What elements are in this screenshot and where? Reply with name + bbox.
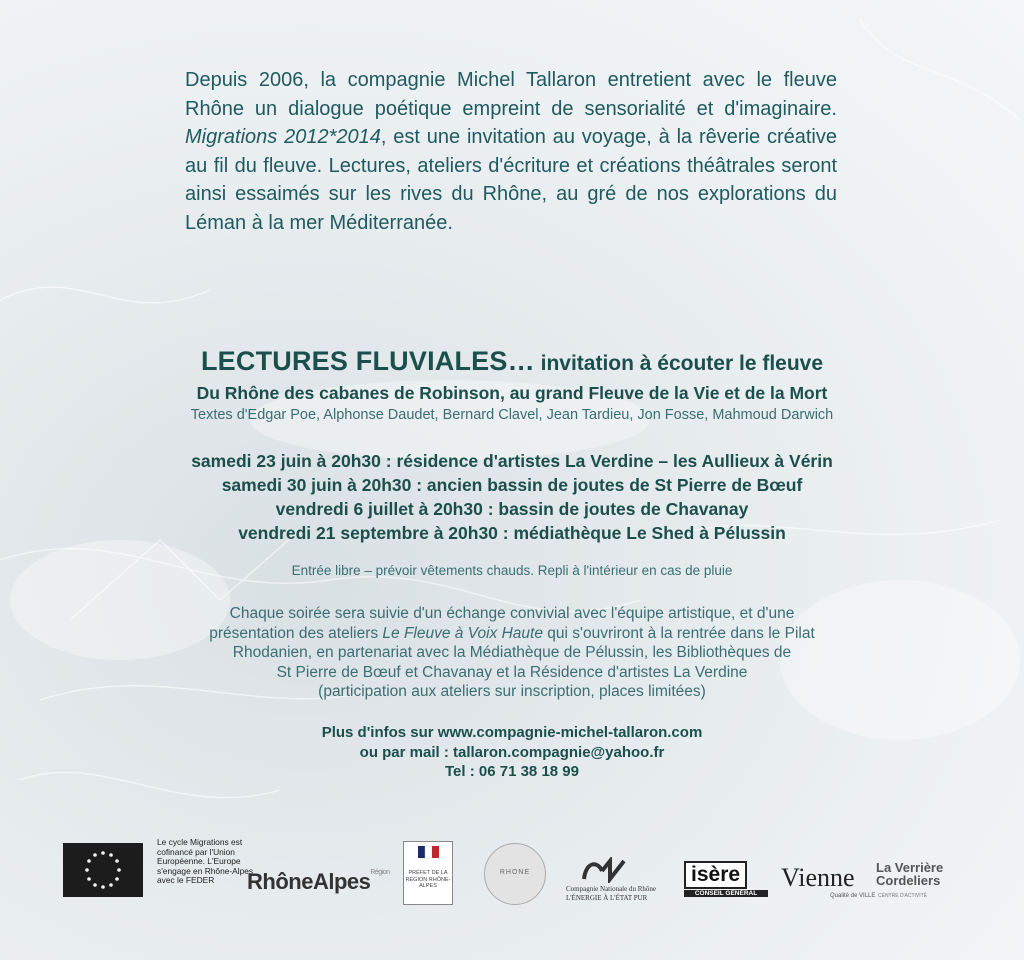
intro-paragraph [185, 66, 837, 237]
date-when: vendredi 6 juillet à 20h30 [275, 499, 483, 519]
marianne-icon [404, 842, 452, 868]
date-where: : résidence d'artistes La Verdine – les Aullieux à Vérin [380, 451, 833, 471]
followup-paragraph [0, 604, 1024, 702]
rhonealpes-logo [247, 869, 390, 895]
followup-text: qui s'ouvriront à la rentrée dans le Pilat [542, 624, 815, 642]
sponsor-logos [0, 835, 1024, 915]
date-where: : bassin de joutes de Chavanay [482, 499, 749, 519]
vienne-logo: Vienne [781, 863, 855, 892]
date-where: : médiathèque Le Shed à Pélussin [497, 523, 786, 543]
workshop-title: Le Fleuve à Voix Haute [382, 624, 543, 642]
verriere-logo: La Verrière Cordeliers [876, 860, 944, 888]
authors-line: Textes d'Edgar Poe, Alphonse Daudet, Bernard Clavel, Jean Tardieu, Jon Fosse, Mahmoud Darwich [190, 407, 834, 423]
website-line[interactable]: Plus d'infos sur www.compagnie-michel-tallaron.com [321, 724, 703, 741]
vienne-subtitle: Qualité de VILLE [830, 893, 876, 899]
isere-logo: isère [684, 861, 747, 889]
cnr-wave-icon [580, 857, 630, 883]
cnr-tagline: L'ÉNERGIE À L'ÉTAT PUR [566, 894, 648, 902]
intro-title: Migrations 2012*2014 [185, 126, 381, 148]
intro-text-end: , est une invitation au voyage, à la rêverie créative au fil du fleuve. Lectures, ateliers d'écriture et créations théâtrales seront ainsi essaimés sur les rives du Rhône, au gré de nos explorations du Léman à la mer Méditerranée. [185, 126, 837, 234]
followup-line: Chaque soirée sera suivie d'un échange convivial avec l'équipe artistique, et d'une [229, 605, 795, 622]
heading-subtitle: Du Rhône des cabanes de Robinson, au grand Fleuve de la Vie et de la Mort [196, 383, 828, 403]
rhonealpes-region: Région [370, 869, 390, 876]
date-item [0, 473, 1024, 497]
main-heading [0, 346, 1024, 377]
heading-tagline: invitation à écouter le fleuve [534, 352, 824, 375]
prefecture-label: PRÉFET DE LA RÉGION RHÔNE-ALPES [405, 870, 451, 889]
date-where: : ancien bassin de joutes de St Pierre de Bœuf [411, 475, 803, 495]
date-when: vendredi 21 septembre à 20h30 [238, 523, 498, 543]
rhonealpes-name: RhôneAlpes [247, 869, 371, 894]
prefecture-logo [403, 841, 453, 905]
date-item [0, 497, 1024, 521]
email-line[interactable]: ou par mail : tallaron.compagnie@yahoo.fr [359, 743, 665, 761]
date-item [0, 521, 1024, 545]
intro-text-start: Depuis 2006, la compagnie Michel Tallaron entretient avec le fleuve Rhône un dialogue poétique empreint de sensorialité et d'imaginaire. [185, 69, 837, 120]
followup-line [0, 624, 1024, 644]
rhone-seal-text: RHONE [499, 869, 531, 876]
verriere-subtitle: CENTRE D'ACTIVITÉ [878, 893, 928, 899]
date-item [0, 449, 1024, 473]
followup-line: (participation aux ateliers sur inscription, places limitées) [318, 683, 706, 700]
cnr-name: Compagnie Nationale du Rhône [566, 885, 657, 893]
followup-text: présentation des ateliers [209, 624, 383, 642]
eu-funding-text: Le cycle Migrations est cofinancé par l'Union Européenne. L'Europe s'engage en Rhône-Alpes avec le FEDER [157, 837, 254, 886]
date-when: samedi 30 juin à 20h30 [221, 475, 412, 495]
followup-line: Rhodanien, en partenariat avec la Médiathèque de Pélussin, les Bibliothèques de [232, 644, 792, 661]
phone-line: Tel : 06 71 38 18 99 [445, 763, 579, 780]
dates-list [0, 449, 1024, 545]
entry-note: Entrée libre – prévoir vêtements chauds. Repli à l'intérieur en cas de pluie [291, 563, 733, 578]
cnr-logo-text [566, 885, 686, 903]
date-when: samedi 23 juin à 20h30 [191, 451, 381, 471]
rhone-seal-logo [484, 843, 546, 905]
heading-main: LECTURES FLUVIALES… [200, 346, 535, 376]
eu-flag-icon [63, 843, 143, 897]
followup-line: St Pierre de Bœuf et Chavanay et la Résidence d'artistes La Verdine [276, 663, 748, 681]
contact-block [0, 723, 1024, 782]
isere-subtitle: CONSEIL GÉNÉRAL [684, 890, 768, 897]
